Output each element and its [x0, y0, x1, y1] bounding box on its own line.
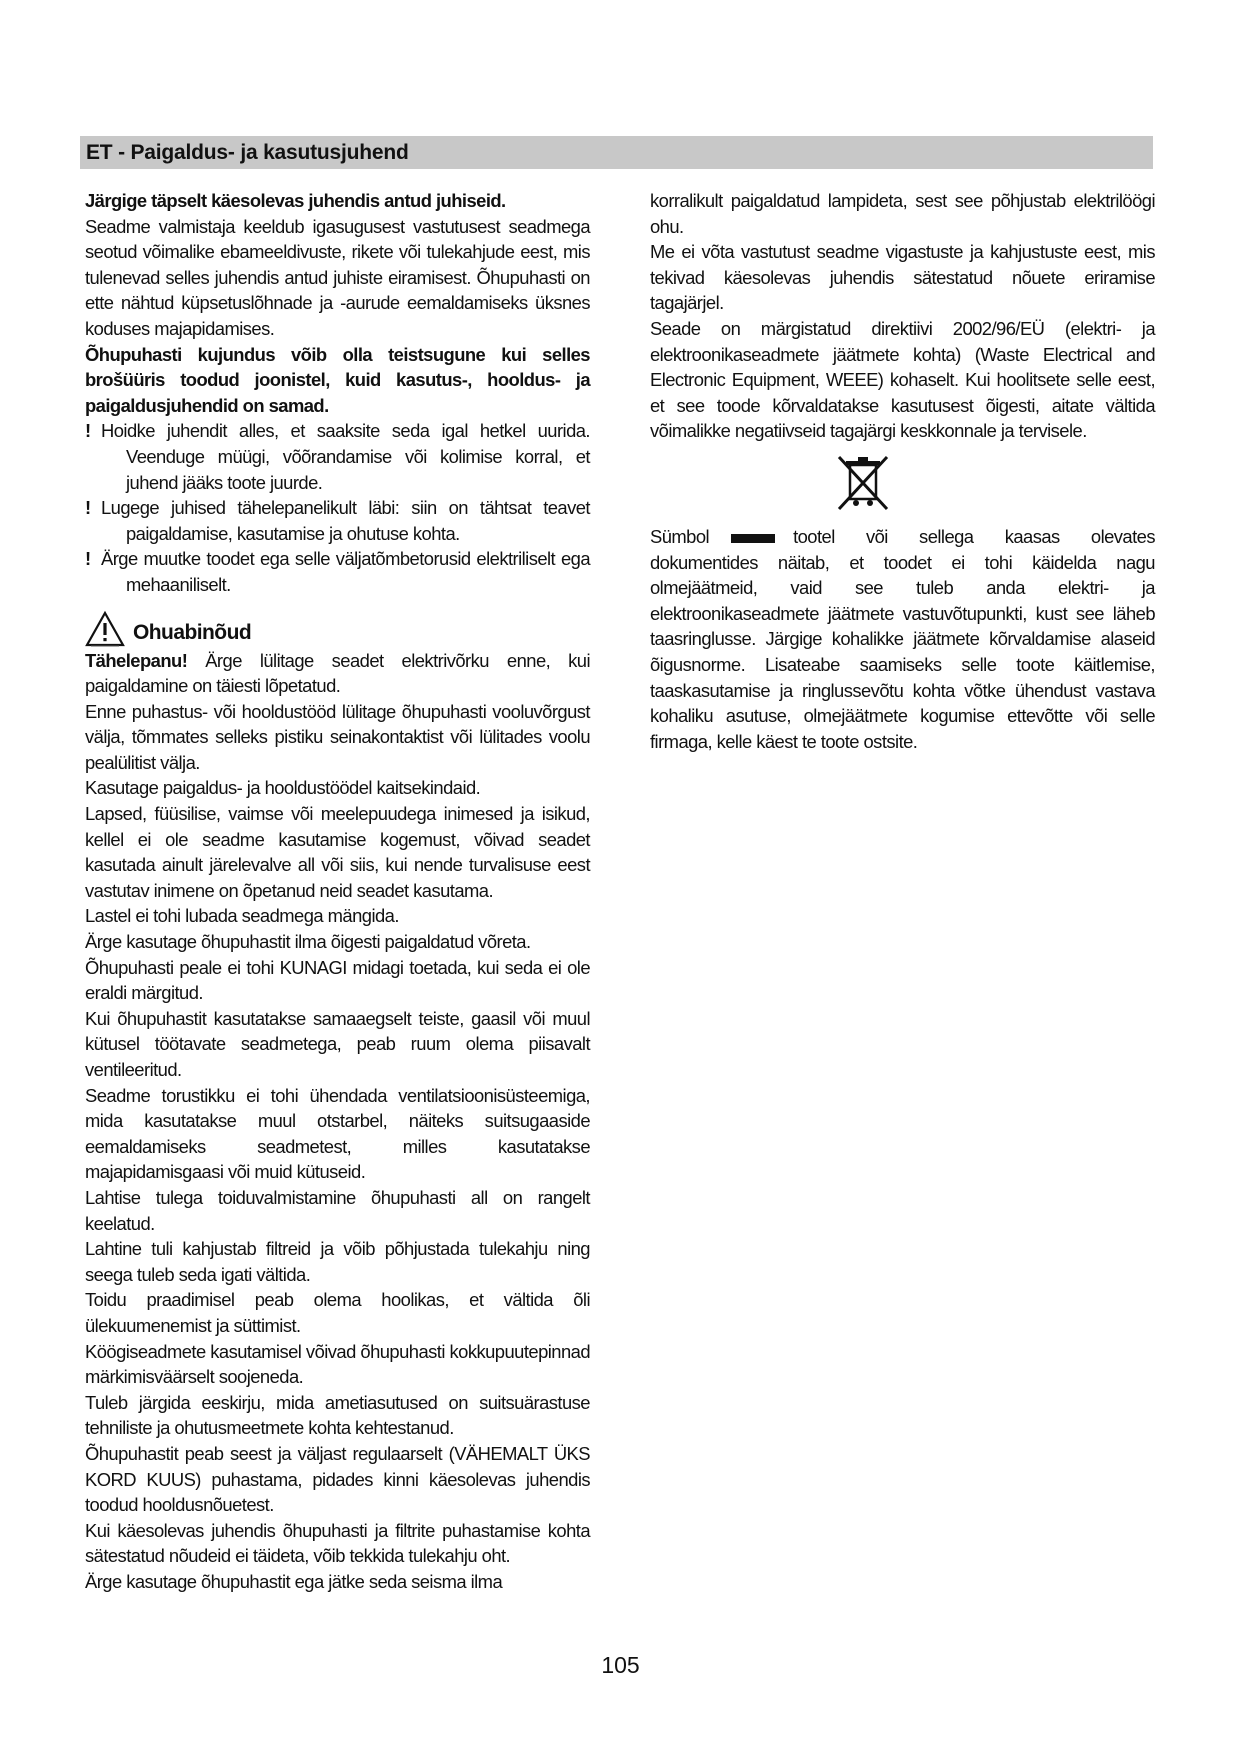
- intro-bold: Järgige täpselt käesolevas juhendis antud juhiseid.: [85, 190, 506, 211]
- crossed-bin-icon: [833, 451, 893, 517]
- black-bar-icon: [731, 534, 775, 543]
- symbol-paragraph: [650, 524, 1155, 754]
- symbol-text: tootel või sellega kaasas olevates dokumentides näitab, et toodet ei tohi käidelda nagu olmejäätmeid, vaid see tuleb anda elektri- ja elektroonikaseadmete jäätmete vastuvõtupunkti, kust see läheb taasringlusse. Järgige kohalikke jäätmete kõrvaldamise alaseid õigusnorme. Lisateabe saamiseks selle toote käitlemise, taaskasutamise ja ringlussevõtu kohta võtke ühendust vastava kohaliku asutuse, olmejäätmete kogumise ettevõtte või selle firmaga, kelle käest te toote ostsite.: [650, 525, 1155, 752]
- safety-paragraph: Õhupuhastit peab seest ja väljast regulaarselt (VÄHEMALT ÜKS KORD KUUS) puhastama, pidades kinni käesolevas juhendis toodud hooldusnõuetest.: [85, 1442, 590, 1516]
- safety-paragraph: Lahtise tulega toiduvalmistamine õhupuhasti all on rangelt keelatud.: [85, 1186, 590, 1234]
- symbol-word: Sümbol: [650, 525, 710, 547]
- left-column: [85, 188, 590, 1594]
- safety-paragraph: Lahtine tuli kahjustab filtreid ja võib põhjustada tulekahju ning seega tuleb seda igati vältida.: [85, 1238, 590, 1285]
- right-paragraph: Me ei võta vastutust seadme vigastuste ja kahjustuste eest, mis tekivad käesolevas juhendis sätestatud nõuete eriramise tagajärjel.: [650, 241, 1155, 314]
- design-note: Õhupuhasti kujundus võib olla teistsugune kui selles brošüüris toodud joonistel, kuid kasutus-, hooldus- ja paigaldusjuhendid on samad.: [85, 343, 590, 416]
- section-header: ET - Paigaldus- ja kasutusjuhend: [80, 136, 1153, 169]
- safety-paragraph: Kui käesolevas juhendis õhupuhasti ja filtrite puhastamise kohta sätestatud nõudeid ei täideta, võib tekkida tulekahju oht.: [85, 1519, 590, 1567]
- safety-paragraph: Õhupuhasti peale ei tohi KUNAGI midagi toetada, kui seda ei ole eraldi märgitud.: [85, 956, 590, 1004]
- safety-paragraph: Toidu praadimisel peab olema hoolikas, et vältida õli ülekuumenemist ja süttimist.: [85, 1289, 590, 1336]
- warning-triangle-icon: [85, 610, 125, 648]
- bullet-mark: !: [85, 497, 91, 519]
- bullet-text: Hoidke juhendit alles, et saaksite seda igal hetkel uurida. Veenduge müügi, võõrandamise või kolimise korral, et juhend jääks toote juurde.: [101, 420, 590, 493]
- bullet-mark: !: [85, 420, 91, 442]
- safety-heading: [85, 608, 590, 648]
- safety-paragraph: Kui õhupuhastit kasutatakse samaaegselt teiste, gaasil või muul kütusel töötavate seadmetega, peab ruum olema piisavalt ventileeritud.: [85, 1007, 590, 1080]
- bullet-text: Lugege juhised tähelepanelikult läbi: siin on tähtsat teavet paigaldamise, kasutamise ja ohutuse kohta.: [101, 497, 590, 544]
- bullet-item: [85, 495, 590, 546]
- safety-paragraph: Kasutage paigaldus- ja hooldustöödel kaitsekindaid.: [85, 777, 481, 799]
- safety-paragraph: Ärge kasutage õhupuhastit ega jätke seda seisma ilma: [85, 1570, 503, 1592]
- right-paragraph: korralikult paigaldatud lampideta, sest see põhjustab elektrilöögi ohu.: [650, 190, 1155, 237]
- attention-label: Tähelepanu!: [85, 649, 188, 671]
- safety-paragraph: Seadme torustikku ei tohi ühendada ventilatsioonisüsteemiga, mida kasutatakse muul otstarbel, näiteks suitsugaaside eemaldamiseks seadmetest, milles kasutatakse majapidamisgaasi või muid kütuseid.: [85, 1084, 590, 1183]
- safety-paragraph: Köögiseadmete kasutamisel võivad õhupuhasti kokkupuutepinnad märkimisväärselt soojeneda.: [85, 1340, 590, 1388]
- intro-text: Seadme valmistaja keeldub igasugusest vastutusest seadmega seotud võimalike ebameeldivuste, rikete või tulekahjude eest, mis tulenevad selles juhendis antud juhiste eiramisest. Õhupuhasti on ette nähtud küpsetuslõhnade ja -aurude eemaldamiseks üksnes koduses majapidamises.: [85, 215, 590, 339]
- right-column: [650, 188, 1155, 754]
- attention-paragraph: [85, 648, 590, 699]
- safety-paragraph: Tuleb järgida eeskirju, mida ametiasutused on suitsuärastuse tehniliste ja ohutusmeetmete kohta kehtestanud.: [85, 1391, 590, 1439]
- safety-paragraph: Enne puhastus- või hooldustööd lülitage õhupuhasti vooluvõrgust välja, tõmmates selleks pistiku seinakontaktist või lülitades voolu pealülitist välja.: [85, 700, 590, 773]
- safety-paragraph: Lastel ei tohi lubada seadmega mängida.: [85, 905, 399, 927]
- page-number: 105: [601, 1652, 640, 1678]
- bullet-text: Ärge muutke toodet ega selle väljatõmbetorusid elektriliselt ega mehaaniliselt.: [101, 548, 590, 595]
- safety-paragraph: Lapsed, füüsilise, vaimse või meelepuudega inimesed ja isikud, kellel ei ole seadme kasutamise kogemust, võivad seadet kasutada ainult järelevalve all või siis, kui nende turvalisuse eest vastutav inimene on õpetanud neid seadet kasutama.: [85, 803, 590, 901]
- weee-symbol-container: [650, 444, 1155, 524]
- attention-text: Ärge lülitage seadet elektrivõrku enne, kui paigaldamine on täiesti lõpetatud.: [85, 649, 590, 697]
- bullet-item: [85, 418, 590, 495]
- right-paragraph: Seade on märgistatud direktiivi 2002/96/EÜ (elektri- ja elektroonikaseadmete jäätmete kohta) (Waste Electrical and Electronic Equipment, WEEE) kohaselt. Kui hoolitsete selle eest, et see toode kõrvaldatakse kasutusest õigesti, aitate vältida võimalikke negatiivseid tagajärgi keskkonnale ja tervisele.: [650, 317, 1155, 442]
- bullet-mark: !: [85, 548, 91, 570]
- bullet-item: [85, 546, 590, 597]
- safety-paragraph: Ärge kasutage õhupuhastit ilma õigesti paigaldatud võreta.: [85, 931, 531, 953]
- safety-heading-text: Ohuabinõud: [133, 620, 252, 644]
